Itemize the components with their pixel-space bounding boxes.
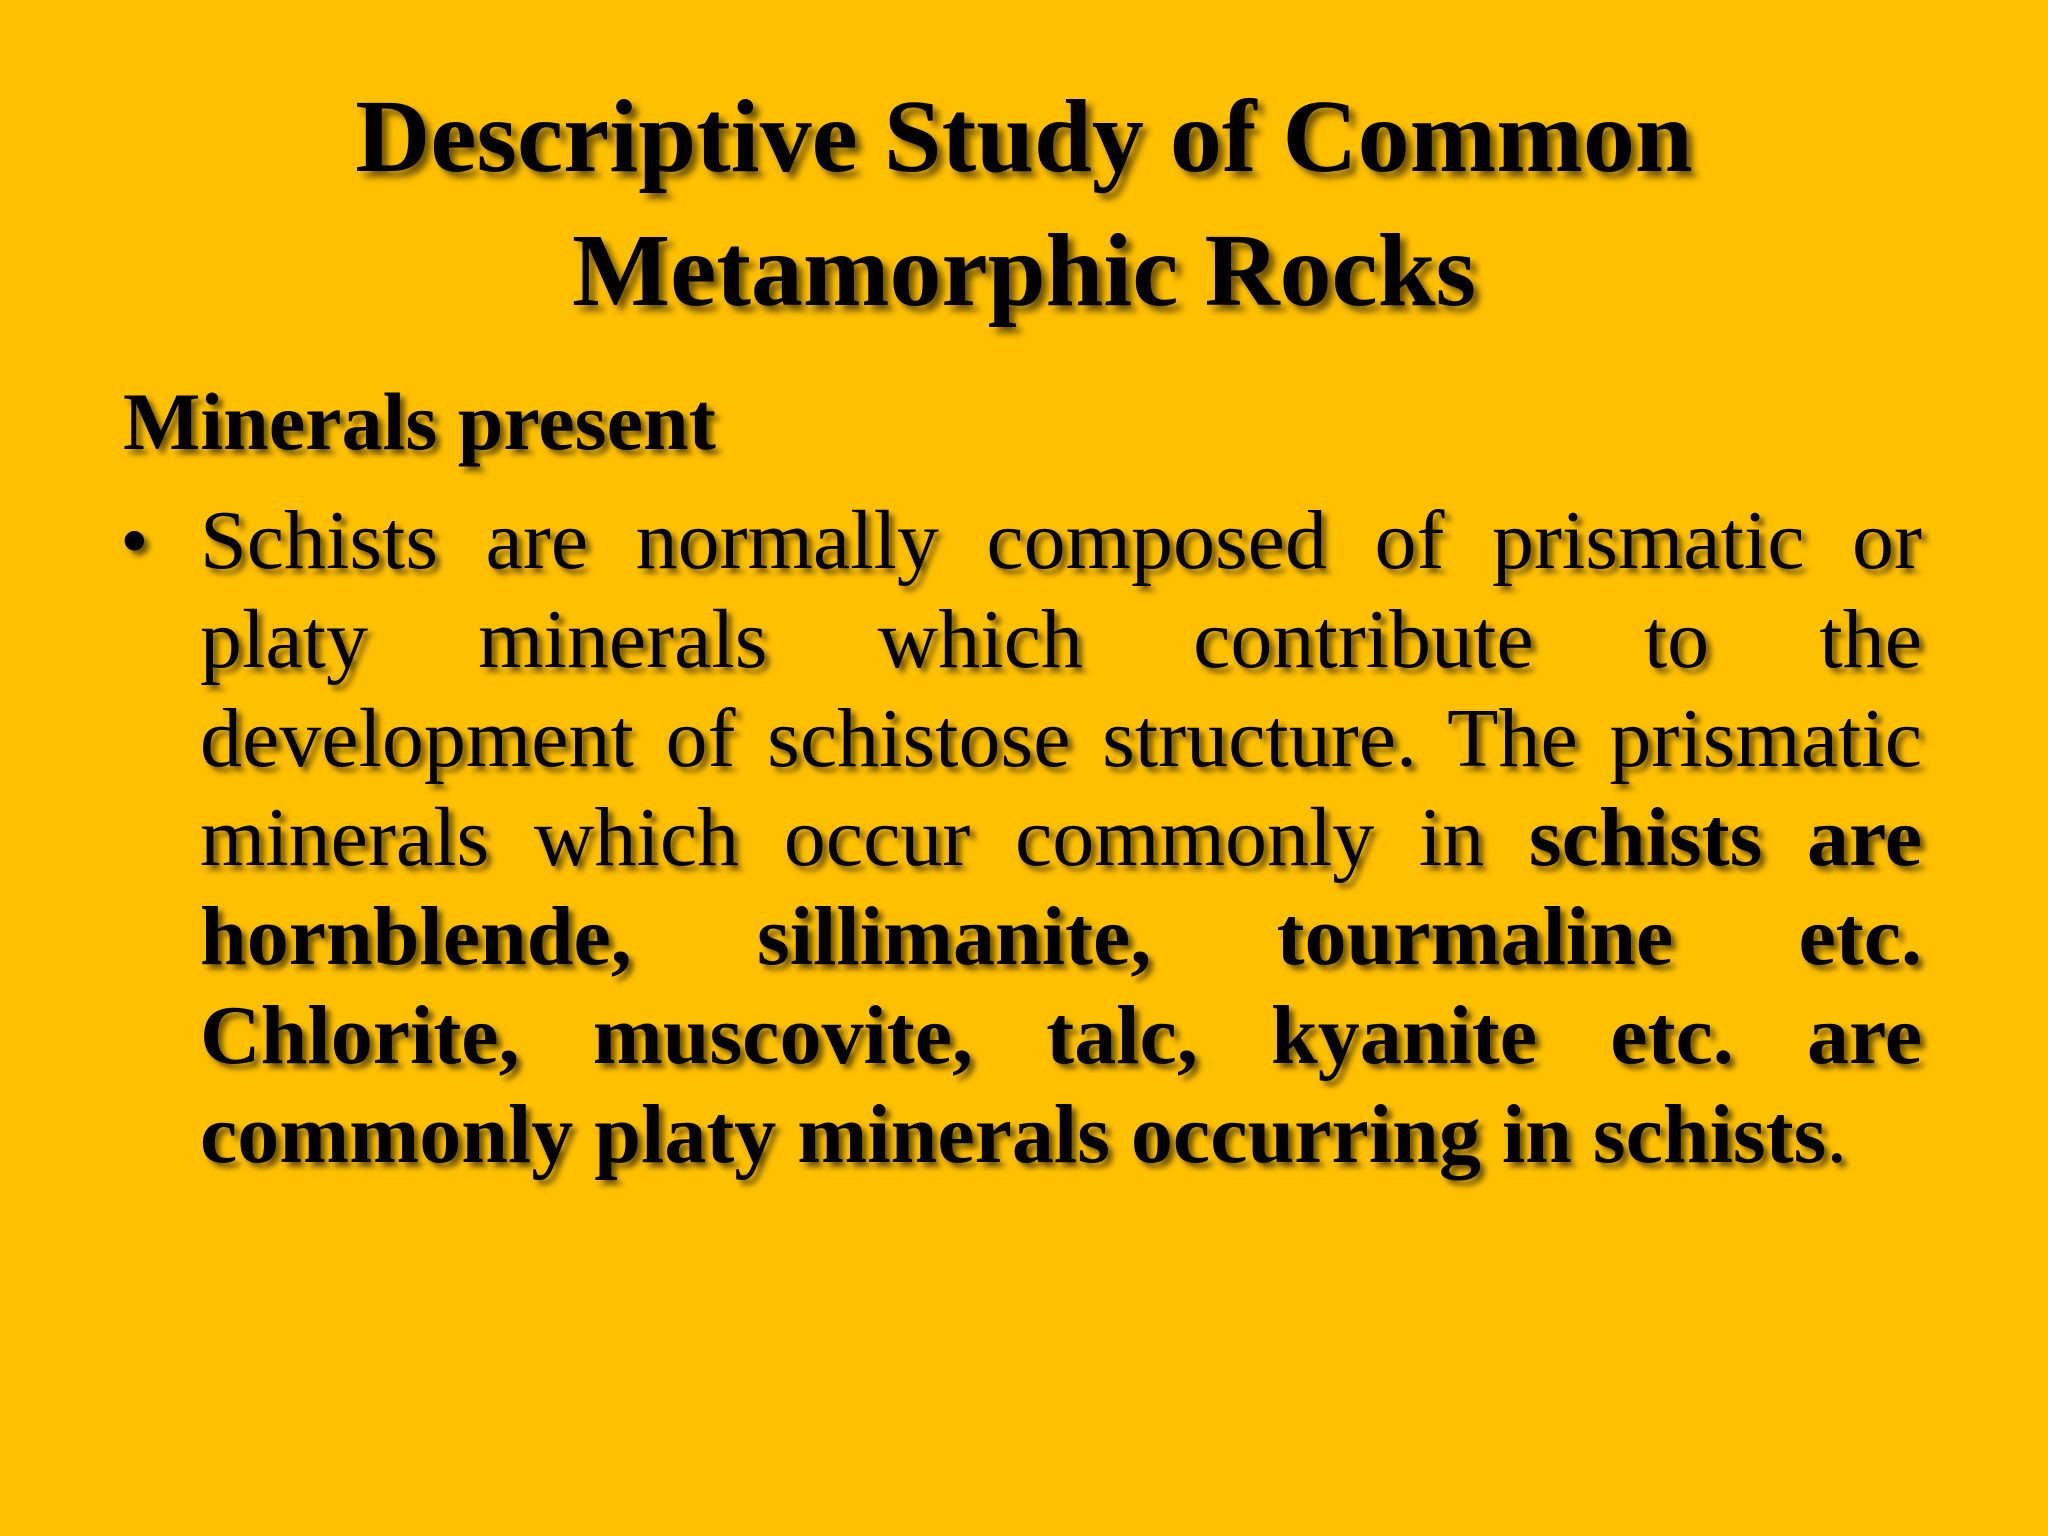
- paragraph-period: .: [1826, 1088, 1848, 1181]
- paragraph-bold-text: schists are hornblende, sillimanite, tourmaline etc. Chlorite, muscovite, talc, kyanite etc. are commonly platy minerals occurring in schists: [200, 791, 1922, 1181]
- title-line-1: Descriptive Study of Common: [355, 79, 1693, 194]
- paragraph-text: Schists are normally composed of prismatic or platy minerals which contribute to the development of schistose structure. The prismatic minerals which occur commonly in: [200, 494, 1922, 884]
- slide-title: [0, 70, 2048, 338]
- title-line-2: Metamorphic Rocks: [571, 213, 1477, 328]
- bullet-marker: •: [120, 495, 149, 586]
- bullet-paragraph: [200, 491, 1922, 1184]
- section-heading: Minerals present: [123, 376, 716, 467]
